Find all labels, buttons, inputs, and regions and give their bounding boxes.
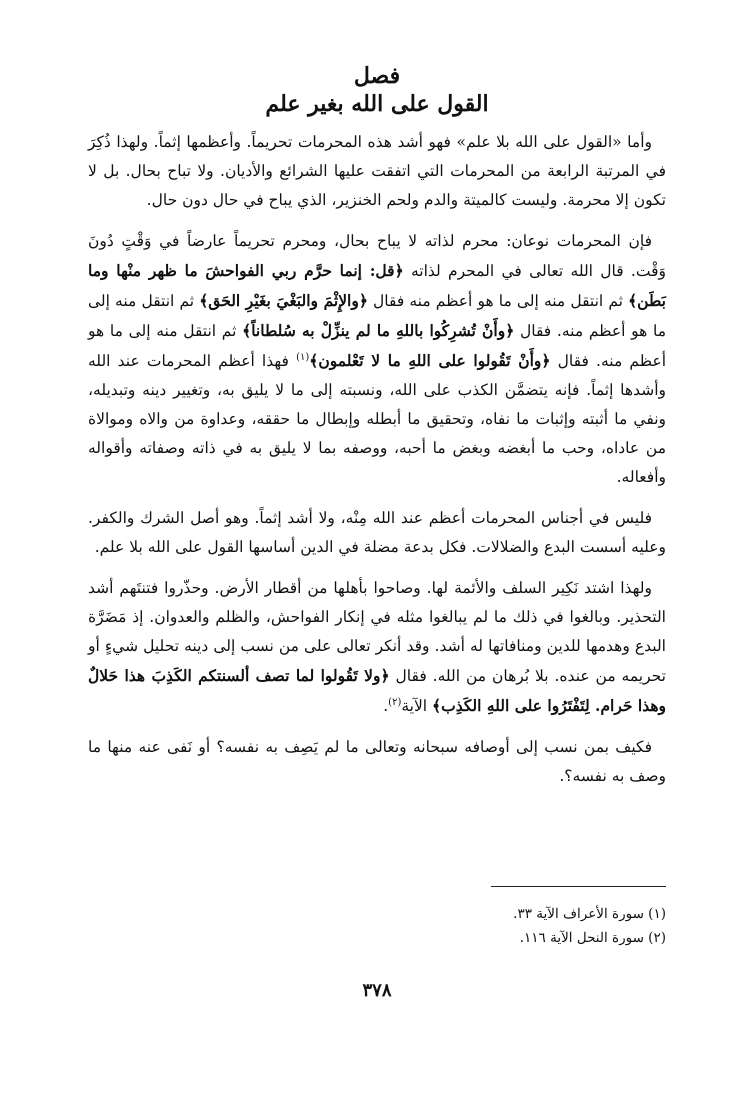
- footnotes: [88, 902, 666, 950]
- paragraph-1: [88, 128, 666, 215]
- paragraph-text: ثم انتقل منه إلى ما هو أعظم منه. فقال: [88, 322, 666, 370]
- quran-verse: ﴿والإِثْمَ والبَغْيَ بغَيْرِ الحَق﴾: [199, 291, 368, 310]
- paragraph-2: [88, 227, 666, 492]
- footnote-reference: (٢): [388, 696, 402, 708]
- paragraph-text: .: [383, 697, 389, 715]
- quran-verse: ﴿ولا تَقُولوا لما تصف ألسنتكم الكَذِبَ هذا حَلالٌ وهذا حَرام. لِتَفْتَرُوا على اللهِ الكَذِب﴾: [88, 666, 666, 715]
- paragraph-text: ثم انتقل منه إلى ما هو أعظم منه. فقال: [88, 292, 666, 340]
- paragraph-5: [88, 733, 666, 791]
- book-page: [88, 62, 666, 1062]
- chapter-heading: فصل: [353, 63, 401, 89]
- quran-verse: ﴿وأَنْ تَقُولوا على اللهِ ما لا تَعْلمون﴾: [309, 351, 551, 370]
- paragraph-text: وأما «القول على الله بلا علم» فهو أشد هذه المحرمات تحريماً. وأعظمها إثماً. ولهذا ذُكِرَ في المرتبة الرابعة من المحرمات التي اتفقت عليها الشرائع والأديان. ولا تباح بحال. بل لا تكون إلا محرمة. وليست كالميتة والدم ولحم الخنزير، الذي يباح في حال دون حال.: [88, 133, 666, 209]
- quran-verse: ﴿قل: إنما حرَّم ربي الفواحشَ ما ظهر منْها وما بَطَن﴾: [88, 261, 666, 310]
- paragraph-text: فكيف بمن نسب إلى أوصافه سبحانه وتعالى ما لم يَصِف به نفسه؟ أو نَفى عنه منها ما وصف به نفسه؟.: [88, 738, 666, 785]
- footnote-2: (٢) سورة النحل الآية ١١٦.: [519, 930, 666, 946]
- paragraph-text: الآية: [401, 697, 433, 715]
- footnote-reference: (١): [296, 351, 310, 363]
- quran-verse: ﴿وأَنْ تُشرِكُوا باللهِ ما لم ينزِّلْ به سُلطاناً﴾: [242, 321, 515, 340]
- footnote-divider: [491, 886, 666, 887]
- paragraph-text: فليس في أجناس المحرمات أعظم عند الله مِنْه، ولا أشد إثماً. وهو أصل الشرك والكفر. وعليه أسست البدع والضلالات. فكل بدعة مضلة في الدين أساسها القول على الله بلا علم.: [88, 509, 666, 556]
- paragraph-text: ولهذا اشتد نَكِير السلف والأئمة لها. وصاحوا بأهلها من أقطار الأرض. وحذّروا فتنتَهم أشد التحذير. وبالغوا في ذلك ما لم يبالغوا مثله في إنكار الفواحش، والظلم والعدوان. إذ مَضَرَّة البدع وهدمها للدين ومنافاتها له أشد. وقد أنكر تعالى على من نسب إلى دينه تحليل شيءٍ أو تحريمه من عنده. بلا بُرهان من الله. فقال: [88, 579, 666, 685]
- paragraph-text: فهذا أعظم المحرمات عند الله وأشدها إثماً. فإنه يتضمَّن الكذب على الله، ونسبته إلى ما لا يليق به، وتغيير دينه وتبديله، ونفي ما أثبته وإثبات ما نفاه، وتحقيق ما أبطله وإبطال ما حققه، وعداوة من والاه وموالاة من عاداه، وحب ما أبغضه وبغض ما أحبه، ووصفه بما لا يليق به في ذاته وصفاته وأقواله وأفعاله.: [88, 352, 666, 486]
- chapter-title: القول على الله بغير علم: [265, 91, 489, 117]
- paragraph-3: [88, 504, 666, 562]
- paragraph-4: [88, 574, 666, 721]
- page-number: ٣٧٨: [362, 980, 392, 1001]
- footnote-1: (١) سورة الأعراف الآية ٣٣.: [513, 906, 666, 922]
- paragraph-text: ثم انتقل منه إلى ما هو أعظم منه فقال: [367, 292, 629, 310]
- paragraph-text: فإن المحرمات نوعان: محرم لذاته لا يباح بحال، ومحرم تحريماً عارضاً في وَقْتٍ دُونَ وَقْت. قال الله تعالى في المحرم لذاته: [88, 232, 666, 280]
